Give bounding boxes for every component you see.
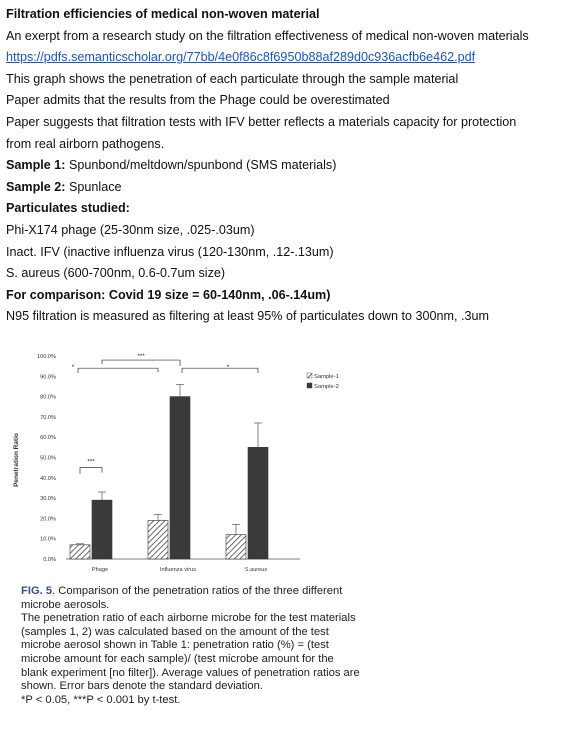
bar-sample-2	[170, 397, 190, 559]
particulates-heading: Particulates studied:	[6, 201, 130, 216]
significance-bracket	[80, 468, 102, 474]
chart-legend	[307, 373, 339, 390]
significance-label: *	[71, 364, 75, 372]
y-tick-label: 80.0%	[40, 394, 56, 401]
y-tick-label: 100.0%	[37, 354, 56, 360]
x-tick-label: Influenza virus	[159, 567, 197, 573]
caption-body: The penetration ratio of each airborne microbe for the test materials (samples 1, 2) was calculated based on the amount of the test microbe aerosol shown in Table 1: penetration ratio (%) = (test microbe amount for each sample)/ (test microbe amount for the blank experiment [no filter]). Average values of penetration ratios are shown. Error bars denote the standard deviation.	[21, 612, 360, 693]
y-tick-label: 20.0%	[40, 516, 56, 523]
legend-swatch	[307, 383, 312, 388]
significance-bracket	[78, 368, 158, 373]
caption-fig-label: FIG. 5	[21, 585, 53, 597]
significance-brackets	[72, 353, 258, 474]
notes-desc-2: Paper admits that the results from the Phage could be overestimated	[6, 93, 390, 108]
bar-sample-1	[70, 545, 90, 559]
sample-1-label: Sample 1:	[6, 158, 66, 173]
notes-excerpt: An exerpt from a research study on the filtration effectiveness of medical non-woven materials	[6, 28, 529, 43]
caption-footnote: *P < 0.05, ***P < 0.001 by t-test.	[21, 693, 181, 706]
notes-title: Filtration efficiencies of medical non-woven material	[6, 7, 320, 21]
notes-desc-3b: from real airborn pathogens.	[6, 136, 165, 151]
chart-bars	[70, 384, 268, 559]
x-tick-label: Phage	[91, 567, 109, 573]
y-tick-label: 50.0%	[40, 455, 56, 462]
significance-label: ***	[87, 458, 95, 466]
y-tick-label: 30.0%	[40, 496, 56, 503]
particulate-1: Phi-X174 phage (25-30nm size, .025-.03um)	[6, 222, 255, 237]
sample-2-text: Spunlace	[65, 179, 122, 194]
particulate-3: S. aureus (600-700nm, 0.6-0.7um size)	[6, 266, 226, 281]
legend-swatch	[307, 373, 312, 378]
notes-block	[6, 4, 566, 328]
caption-title	[21, 585, 361, 612]
significance-bracket	[102, 360, 180, 366]
sample-2-label: Sample 2:	[6, 179, 66, 194]
sample-1-line	[6, 155, 566, 177]
particulate-2: Inact. IFV (inactive influenza virus (120-130nm, .12-.13um)	[6, 244, 334, 259]
penetration-chart	[0, 340, 570, 585]
figure-caption	[21, 585, 361, 707]
y-tick-label: 40.0%	[40, 475, 56, 482]
y-tick-label: 60.0%	[40, 435, 56, 442]
source-link[interactable]: https://pdfs.semanticscholar.org/77bb/4e0f86c8f6950b88af289d0c936acfb6e462.pdf	[6, 50, 476, 65]
y-axis-label: Penetration Ratio	[13, 433, 20, 487]
significance-bracket	[182, 368, 258, 373]
significance-label: *	[226, 364, 230, 372]
caption-fig-title: . Comparison of the penetration ratios of the three different microbe aerosols.	[21, 585, 343, 611]
sample-2-line	[6, 177, 566, 199]
bar-sample-1	[226, 535, 246, 559]
y-tick-label: 10.0%	[40, 536, 56, 543]
n95-line: N95 filtration is measured as filtering at least 95% of particulates down to 300nm, .3um	[6, 309, 490, 324]
bar-sample-2	[92, 500, 112, 559]
significance-label: ***	[137, 353, 145, 361]
y-tick-label: 0.0%	[43, 557, 56, 563]
bar-sample-1	[148, 520, 168, 559]
notes-desc-3a: Paper suggests that filtration tests with IFV better reflects a materials capacity for protection	[6, 114, 517, 129]
sample-1-text: Spunbond/meltdown/spunbond (SMS materials)	[65, 158, 337, 173]
legend-label: Sample-1	[314, 374, 339, 380]
y-tick-label: 90.0%	[40, 374, 56, 381]
y-tick-label: 70.0%	[40, 414, 56, 421]
notes-desc-1: This graph shows the penetration of each particulate through the sample material	[6, 71, 459, 86]
figure	[0, 340, 570, 740]
comparison-line: For comparison: Covid 19 size = 60-140nm, .06-.14um)	[6, 287, 331, 302]
bar-sample-2	[248, 447, 268, 559]
x-tick-label: S.aureus	[244, 567, 268, 573]
legend-label: Sample-2	[314, 384, 339, 390]
